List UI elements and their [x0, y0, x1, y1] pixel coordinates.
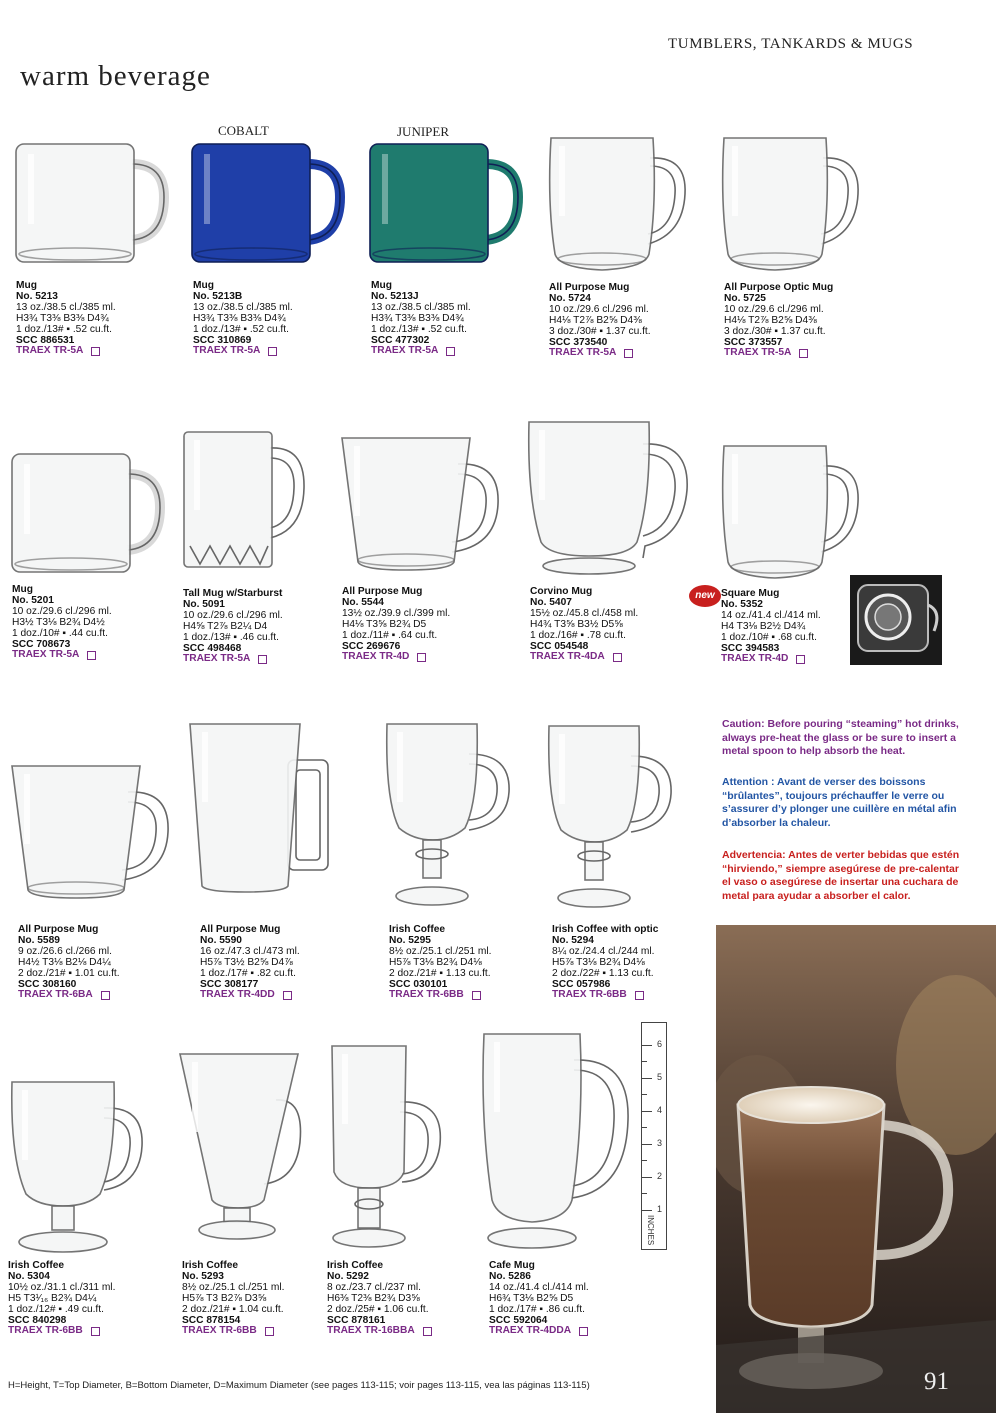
product-image [178, 1050, 308, 1250]
order-checkbox[interactable] [91, 347, 100, 356]
product-scc: SCC 878161 [327, 1314, 386, 1326]
product-number: No. 5293 [182, 1270, 224, 1282]
ruler-number: 1 [656, 1204, 662, 1214]
attention-notice: Attention : Avant de verser des boissons “brûlantes”, toujours préchauffer le verre ou s’assurer d’y plonger une cuillère en métal afin d’absorber la chaleur. [722, 776, 957, 829]
footnote: H=Height, T=Top Diameter, B=Bottom Diameter, D=Maximum Diameter (see pages 113-115; voir pages 113-115, vea las páginas 113-115) [8, 1380, 590, 1391]
order-checkbox[interactable] [258, 655, 267, 664]
product-number: No. 5286 [489, 1270, 531, 1282]
product-scc: SCC 310869 [193, 334, 252, 346]
traex-code: TRAEX TR-5A [193, 345, 261, 357]
product-traex [327, 1326, 432, 1337]
product-image [480, 1030, 640, 1260]
product-name: Mug [193, 280, 214, 291]
product-info [389, 925, 492, 1001]
product-info [18, 925, 120, 1001]
product-number: No. 5544 [342, 596, 384, 608]
product-image [8, 1078, 148, 1263]
product-info [489, 1261, 589, 1337]
product-dimensions: H3¾ T3⅜ B3⅜ D4¾ [371, 312, 464, 324]
product-name: Irish Coffee [8, 1260, 65, 1271]
product-traex [12, 650, 112, 661]
product-name: Irish Coffee with optic [552, 924, 659, 935]
traex-code: TRAEX TR-6BB [552, 989, 627, 1001]
product-traex [724, 348, 833, 359]
advertencia-notice: Advertencia: Antes de verter bebidas que estén “hirviendo,” siempre asegúrese de pre-calentar el vaso o asegúrese de insertar una cuchara de metal para ayudar a absorber el calor. [722, 849, 960, 902]
product-info [8, 1261, 115, 1337]
product-scc: SCC 308177 [200, 978, 259, 990]
product-traex [389, 990, 492, 1001]
product-capacity: 10 oz./29.6 cl./296 ml. [724, 303, 824, 315]
product-dimensions: H4⅝ T2⅞ B2¼ D4 [183, 620, 268, 632]
product-dimensions: H5⅞ T3 B2⅞ D3⅝ [182, 1292, 267, 1304]
product-capacity: 16 oz./47.3 cl./473 ml. [200, 945, 300, 957]
product-packing: 2 doz./21# ▪ 1.13 cu.ft. [389, 967, 491, 979]
product-image [190, 142, 350, 272]
product-packing: 3 doz./30# ▪ 1.37 cu.ft. [724, 325, 826, 337]
product-dimensions: H4¾ T3⅝ B3½ D5⅝ [530, 618, 623, 630]
product-image [718, 442, 868, 587]
product-number: No. 5213J [371, 290, 419, 302]
product-capacity: 8¼ oz./24.4 cl./244 ml. [552, 945, 655, 957]
product-packing: 1 doz./13# ▪ .46 cu.ft. [183, 631, 279, 643]
product-capacity: 10 oz./29.6 cl./296 ml. [183, 609, 283, 621]
product-dimensions: H3¾ T3⅜ B3⅜ D4¾ [193, 312, 286, 324]
caution-notice: Caution: Before pouring “steaming” hot drinks, always pre-heat the glass or be sure to insert a metal spoon to help absorb the heat. [722, 718, 959, 757]
order-checkbox[interactable] [472, 991, 481, 1000]
product-capacity: 10 oz./29.6 cl./296 ml. [12, 605, 112, 617]
traex-code: TRAEX TR-6BB [389, 989, 464, 1001]
product-number: No. 5590 [200, 934, 242, 946]
product-image [10, 762, 175, 912]
inch-ruler [641, 1022, 667, 1250]
order-checkbox[interactable] [87, 651, 96, 660]
product-scc: SCC 498468 [183, 642, 242, 654]
product-traex [721, 654, 821, 665]
product-number: No. 5407 [530, 596, 572, 608]
product-scc: SCC 394583 [721, 642, 780, 654]
product-image [383, 720, 518, 915]
page-number: 91 [924, 1368, 949, 1395]
product-capacity: 9 oz./26.6 cl./266 ml. [18, 945, 113, 957]
product-dimensions: H5⅞ T3½ B2⅝ D4⅞ [200, 956, 293, 968]
product-traex [183, 654, 283, 665]
product-scc: SCC 708673 [12, 638, 71, 650]
product-name: Mug [16, 280, 37, 291]
product-number: No. 5304 [8, 1270, 50, 1282]
product-image [368, 142, 528, 272]
product-dimensions: H3¾ T3⅜ B3⅜ D4¾ [16, 312, 109, 324]
traex-code: TRAEX TR-6BA [18, 989, 93, 1001]
product-capacity: 10½ oz./31.1 cl./311 ml. [8, 1281, 116, 1293]
product-info [371, 281, 471, 357]
product-packing: 1 doz./17# ▪ .86 cu.ft. [489, 1303, 585, 1315]
order-checkbox[interactable] [635, 991, 644, 1000]
order-checkbox[interactable] [624, 349, 633, 358]
ruler-number: 4 [656, 1105, 662, 1115]
traex-code: TRAEX TR-4DD [200, 989, 275, 1001]
product-dimensions: H5⅞ T3⅛ B2¾ D4⅛ [552, 956, 645, 968]
product-number: No. 5724 [549, 292, 591, 304]
new-badge: new [689, 585, 721, 607]
product-info [342, 587, 450, 663]
product-name: All Purpose Mug [549, 282, 630, 293]
product-packing: 1 doz./13# ▪ .52 cu.ft. [193, 323, 289, 335]
product-packing: 2 doz./22# ▪ 1.13 cu.ft. [552, 967, 654, 979]
product-image [718, 134, 868, 279]
traex-code: TRAEX TR-5A [183, 653, 251, 665]
product-info [193, 281, 293, 357]
product-image [340, 434, 505, 584]
order-checkbox[interactable] [417, 653, 426, 662]
product-number: No. 5213 [16, 290, 58, 302]
ruler-number: 5 [656, 1072, 662, 1082]
irish-coffee-photo [716, 925, 996, 1413]
product-packing: 1 doz./13# ▪ .52 cu.ft. [16, 323, 112, 335]
product-name: Irish Coffee [327, 1260, 384, 1271]
order-checkbox[interactable] [613, 653, 622, 662]
order-checkbox[interactable] [579, 1327, 588, 1336]
traex-code: TRAEX TR-4D [342, 651, 410, 663]
product-scc: SCC 373557 [724, 336, 783, 348]
product-info [552, 925, 658, 1001]
product-dimensions: H3½ T3⅛ B2¾ D4½ [12, 616, 105, 628]
product-scc: SCC 840298 [8, 1314, 67, 1326]
product-capacity: 8 oz./23.7 cl./237 ml. [327, 1281, 422, 1293]
ruler-unit: INCHES [646, 1214, 655, 1245]
product-dimensions: H4½ T3⅛ B2⅛ D4¼ [18, 956, 111, 968]
product-scc: SCC 373540 [549, 336, 608, 348]
product-name: Irish Coffee [389, 924, 446, 935]
product-image [545, 722, 680, 917]
product-packing: 1 doz./10# ▪ .68 cu.ft. [721, 631, 817, 643]
product-image [14, 142, 174, 272]
product-packing: 1 doz./17# ▪ .82 cu.ft. [200, 967, 296, 979]
product-traex [342, 652, 450, 663]
product-capacity: 15½ oz./45.8 cl./458 ml. [530, 607, 639, 619]
product-packing: 2 doz./21# ▪ 1.04 cu.ft. [182, 1303, 284, 1315]
product-traex [552, 990, 658, 1001]
order-checkbox[interactable] [799, 349, 808, 358]
ruler-number: 6 [656, 1039, 662, 1049]
product-packing: 3 doz./30# ▪ 1.37 cu.ft. [549, 325, 651, 337]
product-number: No. 5352 [721, 598, 763, 610]
product-info [183, 589, 283, 665]
product-name: All Purpose Mug [200, 924, 281, 935]
product-name: Square Mug [721, 588, 780, 599]
product-info [182, 1261, 285, 1337]
product-scc: SCC 878154 [182, 1314, 241, 1326]
product-info [12, 585, 112, 661]
order-checkbox[interactable] [283, 991, 292, 1000]
product-scc: SCC 030101 [389, 978, 448, 990]
product-dimensions: H6¾ T3⅛ B2⅝ D5 [489, 1292, 574, 1304]
product-capacity: 8½ oz./25.1 cl./251 ml. [389, 945, 492, 957]
product-image [180, 428, 310, 578]
product-dimensions: H6⅜ T2⅜ B2¾ D3⅝ [327, 1292, 420, 1304]
product-info [549, 283, 651, 359]
product-dimensions: H4 T3⅛ B2½ D4¾ [721, 620, 806, 632]
product-scc: SCC 057986 [552, 978, 611, 990]
product-info [327, 1261, 432, 1337]
product-traex [200, 990, 300, 1001]
product-info [530, 587, 638, 663]
product-dimensions: H5⅞ T3⅛ B2¾ D4⅛ [389, 956, 482, 968]
product-traex [489, 1326, 589, 1337]
product-name: Irish Coffee [182, 1260, 239, 1271]
product-traex [193, 346, 293, 357]
product-scc: SCC 592064 [489, 1314, 548, 1326]
product-traex [182, 1326, 285, 1337]
cobalt-label: COBALT [218, 123, 269, 138]
order-checkbox[interactable] [265, 1327, 274, 1336]
product-scc: SCC 477302 [371, 334, 430, 346]
product-scc: SCC 308160 [18, 978, 77, 990]
juniper-label: JUNIPER [397, 124, 450, 139]
product-packing: 1 doz./12# ▪ .49 cu.ft. [8, 1303, 104, 1315]
order-checkbox[interactable] [446, 347, 455, 356]
product-scc: SCC 269676 [342, 640, 401, 652]
page-title: warm beverage [20, 60, 211, 92]
product-traex [530, 652, 638, 663]
product-capacity: 13 oz./38.5 cl./385 ml. [16, 301, 116, 313]
product-image [328, 1042, 448, 1257]
product-name: Corvino Mug [530, 586, 593, 597]
product-image [188, 720, 348, 900]
product-image [10, 452, 170, 582]
product-packing: 1 doz./16# ▪ .78 cu.ft. [530, 629, 626, 641]
product-capacity: 8½ oz./25.1 cl./251 ml. [182, 1281, 285, 1293]
product-info [721, 589, 821, 665]
product-packing: 1 doz./13# ▪ .52 cu.ft. [371, 323, 467, 335]
product-packing: 2 doz./25# ▪ 1.06 cu.ft. [327, 1303, 429, 1315]
product-number: No. 5294 [552, 934, 594, 946]
product-name: All Purpose Mug [342, 586, 423, 597]
section-header: TUMBLERS, TANKARDS & MUGS [668, 36, 914, 52]
traex-code: TRAEX TR-5A [549, 347, 617, 359]
product-number: No. 5213B [193, 290, 243, 302]
product-dimensions: H4⅛ T2⅞ B2⅝ D4⅜ [549, 314, 642, 326]
product-name: All Purpose Optic Mug [724, 282, 834, 293]
order-checkbox[interactable] [268, 347, 277, 356]
product-dimensions: H5 T3¹⁄₁₆ B2¾ D4¼ [8, 1292, 97, 1304]
product-name: All Purpose Mug [18, 924, 99, 935]
product-number: No. 5091 [183, 598, 225, 610]
product-traex [16, 346, 116, 357]
product-name: Mug [371, 280, 392, 291]
order-checkbox[interactable] [423, 1327, 432, 1336]
product-name: Tall Mug w/Starburst [183, 588, 283, 599]
ruler-number: 3 [656, 1138, 662, 1148]
order-checkbox[interactable] [796, 655, 805, 664]
product-number: No. 5201 [12, 594, 54, 606]
traex-code: TRAEX TR-6BB [182, 1325, 257, 1337]
product-capacity: 13 oz./38.5 cl./385 ml. [193, 301, 293, 313]
order-checkbox[interactable] [91, 1327, 100, 1336]
product-capacity: 13½ oz./39.9 cl./399 ml. [342, 607, 451, 619]
product-number: No. 5292 [327, 1270, 369, 1282]
product-number: No. 5589 [18, 934, 60, 946]
ruler-number: 2 [656, 1171, 662, 1181]
product-info [724, 283, 833, 359]
traex-code: TRAEX TR-5A [371, 345, 439, 357]
traex-code: TRAEX TR-4DA [530, 651, 605, 663]
square-mug-detail-photo [850, 575, 942, 665]
order-checkbox[interactable] [101, 991, 110, 1000]
traex-code: TRAEX TR-4D [721, 653, 789, 665]
product-number: No. 5295 [389, 934, 431, 946]
traex-code: TRAEX TR-5A [12, 649, 80, 661]
product-traex [8, 1326, 115, 1337]
product-scc: SCC 054548 [530, 640, 589, 652]
product-scc: SCC 886531 [16, 334, 75, 346]
product-capacity: 10 oz./29.6 cl./296 ml. [549, 303, 649, 315]
product-capacity: 14 oz./41.4 cl./414 ml. [489, 1281, 589, 1293]
product-dimensions: H4⅛ T3⅝ B2¾ D5 [342, 618, 427, 630]
product-traex [549, 348, 651, 359]
product-packing: 2 doz./21# ▪ 1.01 cu.ft. [18, 967, 120, 979]
product-info [16, 281, 116, 357]
product-packing: 1 doz./11# ▪ .64 cu.ft. [342, 629, 438, 641]
traex-code: TRAEX TR-16BBA [327, 1325, 415, 1337]
product-traex [18, 990, 120, 1001]
product-capacity: 14 oz./41.4 cl./414 ml. [721, 609, 821, 621]
product-name: Mug [12, 584, 33, 595]
product-name: Cafe Mug [489, 1260, 535, 1271]
product-traex [371, 346, 471, 357]
product-number: No. 5725 [724, 292, 766, 304]
traex-code: TRAEX TR-5A [16, 345, 84, 357]
traex-code: TRAEX TR-5A [724, 347, 792, 359]
product-image [545, 134, 695, 279]
product-capacity: 13 oz./38.5 cl./385 ml. [371, 301, 471, 313]
product-image [525, 418, 700, 583]
product-info [200, 925, 300, 1001]
product-dimensions: H4⅛ T2⅞ B2⅝ D4⅜ [724, 314, 817, 326]
product-packing: 1 doz./10# ▪ .44 cu.ft. [12, 627, 108, 639]
traex-code: TRAEX TR-6BB [8, 1325, 83, 1337]
traex-code: TRAEX TR-4DDA [489, 1325, 572, 1337]
